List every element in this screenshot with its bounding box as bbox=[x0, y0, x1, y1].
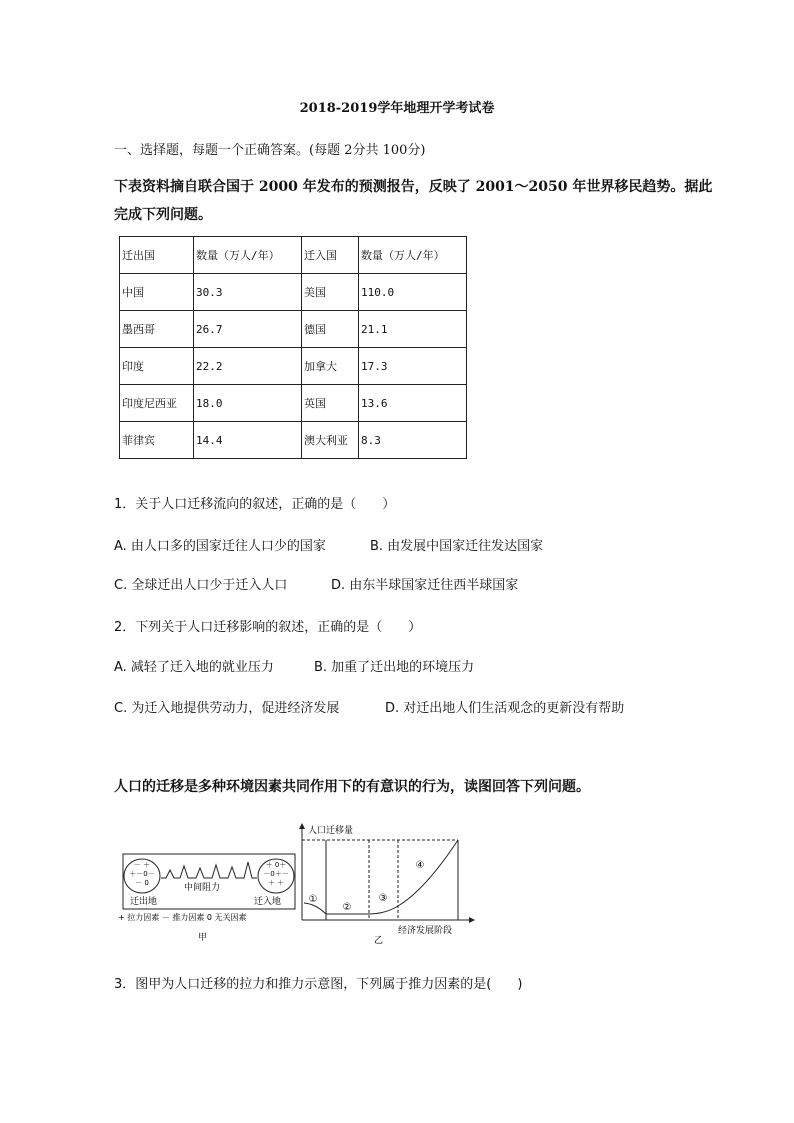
table-header: 迁入国 bbox=[302, 237, 359, 274]
question-2-option-a[interactable]: A. 减轻了迁入地的就业压力 bbox=[114, 660, 274, 675]
question-1-stem: 1．关于人口迁移流向的叙述，正确的是（ ） bbox=[114, 497, 396, 512]
table-cell: 中国 bbox=[120, 274, 194, 311]
destination-label: 迁入地 bbox=[254, 897, 282, 907]
table-cell: 110.0 bbox=[359, 274, 467, 311]
stage-3-label: ③ bbox=[378, 893, 388, 904]
table-cell: 印度 bbox=[120, 348, 194, 385]
factor-legend: + 拉力因素 － 推力因素 0 无关因素 bbox=[118, 913, 247, 922]
origin-label: 迁出地 bbox=[130, 897, 158, 907]
middle-resistance-label: 中间阻力 bbox=[183, 883, 221, 893]
question-1-option-d[interactable]: D. 由东半球国家迁往西半球国家 bbox=[331, 578, 519, 593]
migration-figure bbox=[110, 820, 490, 950]
table-cell: 17.3 bbox=[359, 348, 467, 385]
intro-text-figure: 人口的迁移是多种环境因素共同作用下的有意识的行为，读图回答下列问题。 bbox=[114, 779, 590, 795]
table-cell: 8.3 bbox=[359, 422, 467, 459]
stage-4-label: ④ bbox=[415, 860, 425, 871]
x-axis-label: 经济发展阶段 bbox=[398, 926, 453, 936]
migration-table bbox=[119, 236, 467, 459]
origin-factors-row3: － 0 bbox=[135, 879, 149, 887]
table-cell: 13.6 bbox=[359, 385, 467, 422]
intro-text-line1: 下表资料摘自联合国于 2000 年发布的预测报告，反映了 2001～2050 年世界移民趋势。据此 bbox=[114, 179, 713, 195]
question-1-option-c[interactable]: C. 全球迁出人口少于迁入人口 bbox=[114, 578, 288, 593]
table-row bbox=[120, 274, 467, 311]
table-cell: 墨西哥 bbox=[120, 311, 194, 348]
table-row bbox=[120, 311, 467, 348]
question-2-stem: 2．下列关于人口迁移影响的叙述，正确的是（ ） bbox=[114, 620, 422, 635]
section-heading: 一、选择题，每题一个正确答案。(每题 2分共 100分) bbox=[114, 143, 426, 158]
table-cell: 14.4 bbox=[194, 422, 302, 459]
figure-yi-label: 乙 bbox=[374, 936, 384, 946]
question-2-option-c[interactable]: C. 为迁入地提供劳动力，促进经济发展 bbox=[114, 701, 340, 716]
y-axis-label: 人口迁移量 bbox=[308, 826, 354, 836]
y-axis-arrow-icon bbox=[299, 823, 305, 829]
destination-factors-row3: ＋ ＋ bbox=[267, 879, 285, 887]
table-row bbox=[120, 422, 467, 459]
table-header-row bbox=[120, 237, 467, 274]
table-row bbox=[120, 348, 467, 385]
stage-1-label: ① bbox=[308, 894, 318, 905]
table-cell: 22.2 bbox=[194, 348, 302, 385]
table-header: 数量（万人/年） bbox=[194, 237, 302, 274]
table-cell: 英国 bbox=[302, 385, 359, 422]
destination-factors-row1: ＋ 0＋ bbox=[265, 861, 287, 869]
question-2-option-b[interactable]: B. 加重了迁出地的环境压力 bbox=[314, 660, 475, 675]
table-cell: 加拿大 bbox=[302, 348, 359, 385]
table-cell: 美国 bbox=[302, 274, 359, 311]
table-cell: 菲律宾 bbox=[120, 422, 194, 459]
intro-text-line2: 完成下列问题。 bbox=[114, 207, 212, 223]
table-row bbox=[120, 385, 467, 422]
origin-factors-row1: － ＋ bbox=[133, 861, 151, 869]
exam-title: 2018-2019学年地理开学考试卷 bbox=[299, 101, 495, 116]
x-axis-arrow-icon bbox=[469, 917, 475, 923]
middle-resistance-line bbox=[161, 862, 257, 878]
table-cell: 21.1 bbox=[359, 311, 467, 348]
table-cell: 澳大利亚 bbox=[302, 422, 359, 459]
table-cell: 印度尼西亚 bbox=[120, 385, 194, 422]
table-cell: 德国 bbox=[302, 311, 359, 348]
stage-2-label: ② bbox=[342, 902, 352, 913]
table-cell: 18.0 bbox=[194, 385, 302, 422]
question-1-option-b[interactable]: B. 由发展中国家迁往发达国家 bbox=[370, 539, 544, 554]
figure-jia-label: 甲 bbox=[198, 933, 208, 943]
table-cell: 26.7 bbox=[194, 311, 302, 348]
question-1-option-a[interactable]: A. 由人口多的国家迁往人口少的国家 bbox=[114, 539, 326, 554]
destination-factors-row2: －0＋－ bbox=[263, 870, 289, 878]
question-2-option-d[interactable]: D. 对迁出地人们生活观念的更新没有帮助 bbox=[385, 701, 625, 716]
table-header: 数量（万人/年） bbox=[359, 237, 467, 274]
origin-factors-row2: ＋－0－ bbox=[129, 870, 155, 878]
table-cell: 30.3 bbox=[194, 274, 302, 311]
question-3-stem: 3．图甲为人口迁移的拉力和推力示意图，下列属于推力因素的是( ) bbox=[114, 977, 523, 992]
table-header: 迁出国 bbox=[120, 237, 194, 274]
